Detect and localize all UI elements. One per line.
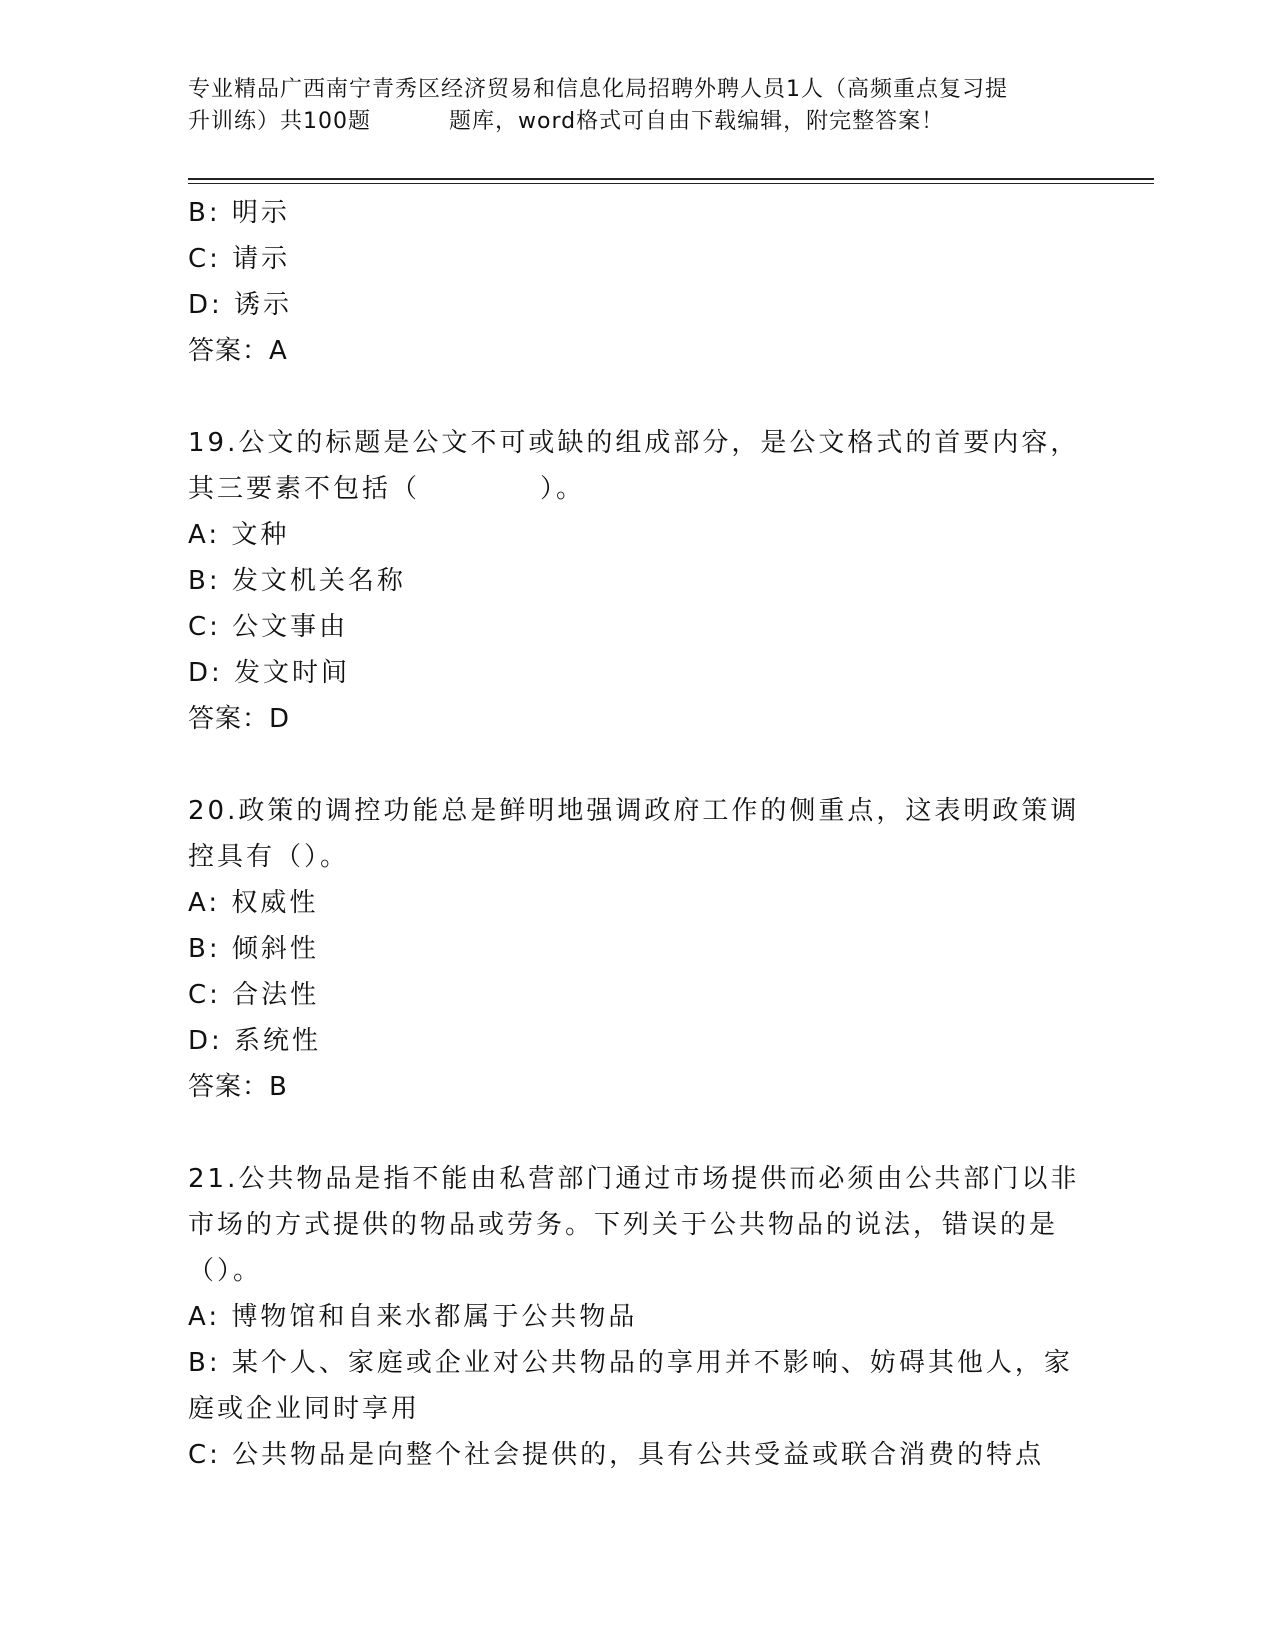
- question-stem-line: 19.公文的标题是公文不可或缺的组成部分，是公文格式的首要内容，: [188, 428, 1080, 458]
- header-rule-thick: [188, 178, 1154, 180]
- spacer: [188, 374, 1088, 420]
- spacer: [188, 742, 1088, 788]
- question-stem-line: （）。: [188, 1256, 263, 1286]
- document-header: [188, 74, 1088, 138]
- question-20: [188, 788, 1088, 1110]
- option-d: D: 发文时间: [188, 658, 351, 688]
- question-19: [188, 420, 1088, 742]
- option-b-continued: 庭或企业同时享用: [188, 1394, 421, 1424]
- option-b: B: 某个人、家庭或企业对公共物品的享用并不影响、妨碍其他人，家: [188, 1348, 1073, 1378]
- header-line-1: 专业精品广西南宁青秀区经济贸易和信息化局招聘外聘人员1人（高频重点复习提: [188, 77, 1008, 102]
- option-c: C: 合法性: [188, 980, 320, 1010]
- question-stem-line: 20.政策的调控功能总是鲜明地强调政府工作的侧重点，这表明政策调: [188, 796, 1080, 826]
- header-rule-thin: [188, 183, 1154, 184]
- answer-line: 答案：D: [188, 704, 291, 734]
- question-stem-line: 控具有（）。: [188, 842, 350, 872]
- answer-line: 答案：B: [188, 1072, 288, 1102]
- stem-text: ）。: [540, 474, 586, 504]
- option-c: C: 公共物品是向整个社会提供的，具有公共受益或联合消费的特点: [188, 1440, 1045, 1470]
- option-d: D: 诱示: [188, 290, 293, 320]
- question-21: [188, 1156, 1088, 1478]
- header-line-2-right: 题库，word格式可自由下载编辑，附完整答案！: [449, 109, 945, 134]
- spacer: [188, 1110, 1088, 1156]
- stem-text: 其三要素不包括（: [188, 474, 421, 504]
- option-b: B: 明示: [188, 198, 290, 228]
- header-line-2: [188, 106, 1088, 138]
- question-stem-line: [188, 466, 1088, 512]
- question-stem-line: 21.公共物品是指不能由私营部门通过市场提供而必须由公共部门以非: [188, 1164, 1080, 1194]
- option-b: B: 倾斜性: [188, 934, 319, 964]
- option-c: C: 请示: [188, 244, 291, 274]
- answer-line: 答案：A: [188, 336, 288, 366]
- option-c: C: 公文事由: [188, 612, 349, 642]
- option-a: A: 文种: [188, 520, 290, 550]
- header-line-2-left: 升训练）共100题: [188, 109, 371, 134]
- question-stem-line: 市场的方式提供的物品或劳务。下列关于公共物品的说法，错误的是: [188, 1210, 1059, 1240]
- option-d: D: 系统性: [188, 1026, 322, 1056]
- question-content: [188, 190, 1088, 1478]
- option-a: A: 博物馆和自来水都属于公共物品: [188, 1302, 638, 1332]
- prev-question-block: [188, 190, 1088, 374]
- option-a: A: 权威性: [188, 888, 319, 918]
- option-b: B: 发文机关名称: [188, 566, 406, 596]
